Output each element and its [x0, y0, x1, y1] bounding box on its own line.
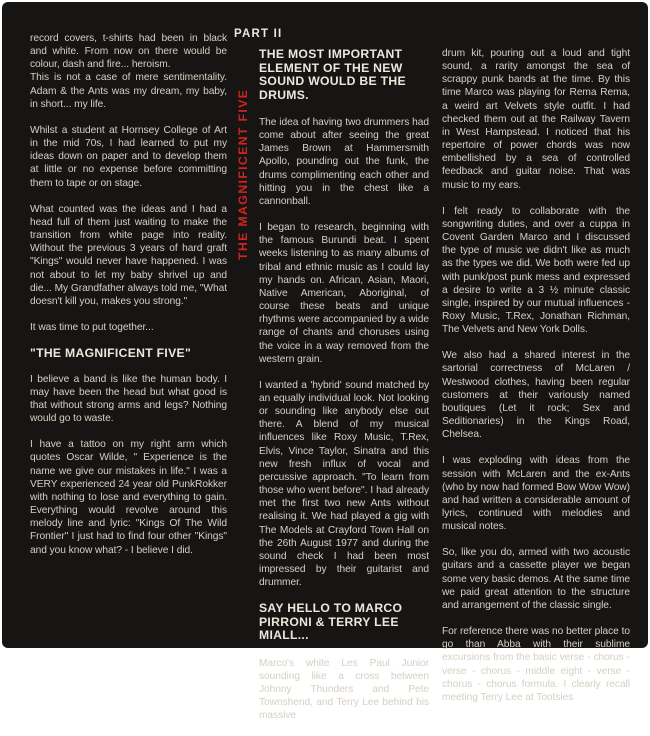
text-column-2: [259, 48, 429, 736]
section-heading: THE MOST IMPORTANT ELEMENT OF THE NEW SOUND WOULD BE THE DRUMS.: [259, 47, 406, 102]
booklet-page: [2, 2, 648, 722]
paragraph: drum kit, pouring out a loud and tight sound, a rarity amongst the sea of scrappy punk bands at the time. By this time Marco was playing for Rema Rema, a weird art Velvets style outfit. I had checked them out at the Railway Tavern in West Hampstead. I noticed that his repertoire of power chords was now embellished by a sea of controlled feedback and guitar noise. That was music to my ears.: [442, 48, 630, 191]
section-heading: SAY HELLO TO MARCO PIRRONI & TERRY LEE MIALL...: [259, 601, 403, 643]
paragraph: What counted was the ideas and I had a head full of them just waiting to make the transition from white page into reality. Without the previous 3 years of hard graft "Kings" would never have happened. I was not about to let my baby shrivel up and die... My Grandfather always told me, "What doesn't kill you, makes you strong.": [30, 203, 227, 307]
paragraph: record covers, t-shirts had been in black and white. From now on there would be colour, dash and fire... heroism. This is not a case of mere sentimentality. Adam & the Ants was my dream, my baby, in short... my life.: [30, 33, 227, 110]
paragraph: Marco's white Les Paul Junior sounding like a cross between Johnny Thunders and Pete Townshend, and Terry Lee behind his massive: [259, 657, 429, 722]
text-column-1: [30, 32, 227, 570]
paragraph: Whilst a student at Hornsey College of Art in the mid 70s, I had learned to put my ideas down on paper and to develop them at little or no expense before committing them to tape or on stage.: [30, 124, 227, 189]
paragraph: For reference there was no better place to go than Abba with their sublime excursions from the basic verse - chorus - verse - chorus - middle eight - verse - chorus - chorus formula. I clearly recall meeting Terry Lee at Tootsies: [442, 626, 630, 703]
paragraph: The idea of having two drummers had come about after seeing the great James Brown at Hammersmith Apollo, pounding out the funk, the drums complimenting each other and hitting you in the chest like a cannonball.: [259, 117, 429, 207]
paragraph: I felt ready to collaborate with the songwriting duties, and over a cuppa in Covent Garden Marco and I discussed the type of music we didn't like as much as the types we did. We both were fed up with punk/post punk mess and expressed a desire to write a 3 ½ minute classic single, inspired by our mutual influences - Roxy Music, T.Rex, Jonathan Richman, The Velvets and New York Dolls.: [442, 205, 630, 336]
paragraph: We also had a shared interest in the sartorial correctness of McLaren / Westwood clothes, having been regular customers at their variously named boutiques (Let it rock; Sex and Seditionaries) in the Kings Road, Chelsea.: [442, 350, 630, 441]
part-label: PART II: [234, 28, 283, 40]
paragraph: I wanted a 'hybrid' sound matched by an equally individual look. Not looking or sounding like anybody else out there. A blend of my musical influences like Roxy Music, T.Rex, Elvis, Vince Taylor, Sinatra and this new fresh influx of vocal and percussive approach. "To learn from those who went before". I had already met the first two new Ants without realising it. We had played a gig with The Models at Crayford Town Hall on the 26th August 1977 and during the sound check I had been most impressed by their guitarist and drummer.: [259, 379, 429, 589]
paragraph: It was time to put together...: [30, 321, 154, 333]
paragraph: I was exploding with ideas from the session with McLaren and the ex-Ants (who by now had formed Bow Wow Wow) and had written a considerable amount of lyrics, continued with melodies and musical notes.: [442, 455, 630, 533]
vertical-title-text: THE MAGNIFICENT FIVE: [236, 88, 250, 260]
text-column-3: [442, 47, 630, 717]
section-heading: "THE MAGNIFICENT FIVE": [30, 346, 192, 361]
paragraph: I believe a band is like the human body. I may have been the head but what good is that without strong arms and legs? Nothing would go to waste.: [30, 373, 227, 425]
paragraph: So, like you do, armed with two acoustic guitars and a cassette player we began some very basic demos. At the same time we paid great attention to the structure and arrangement of the classic single.: [442, 547, 630, 611]
paragraph: I have a tattoo on my right arm which quotes Oscar Wilde, " Experience is the name we give our mistakes in life." I was a VERY experienced 24 year old PunkRokker with nothing to lose and everything to gain. Everything would revolve around this melody line and lyric: "Kings Of The Wild Frontier" I just had to find four other "Kings" and you know what? - I believe I did.: [30, 439, 227, 556]
paragraph: I began to research, beginning with the famous Burundi beat. I spent weeks listening to as many albums of tribal and ethnic music as I could lay my hands on. African, Asian, Maori, Native American, Aboriginal, of course these beats and unique rhythms were accompanied by a wide range of chants and choruses using the voice in a way removed from the western grain.: [259, 222, 429, 365]
